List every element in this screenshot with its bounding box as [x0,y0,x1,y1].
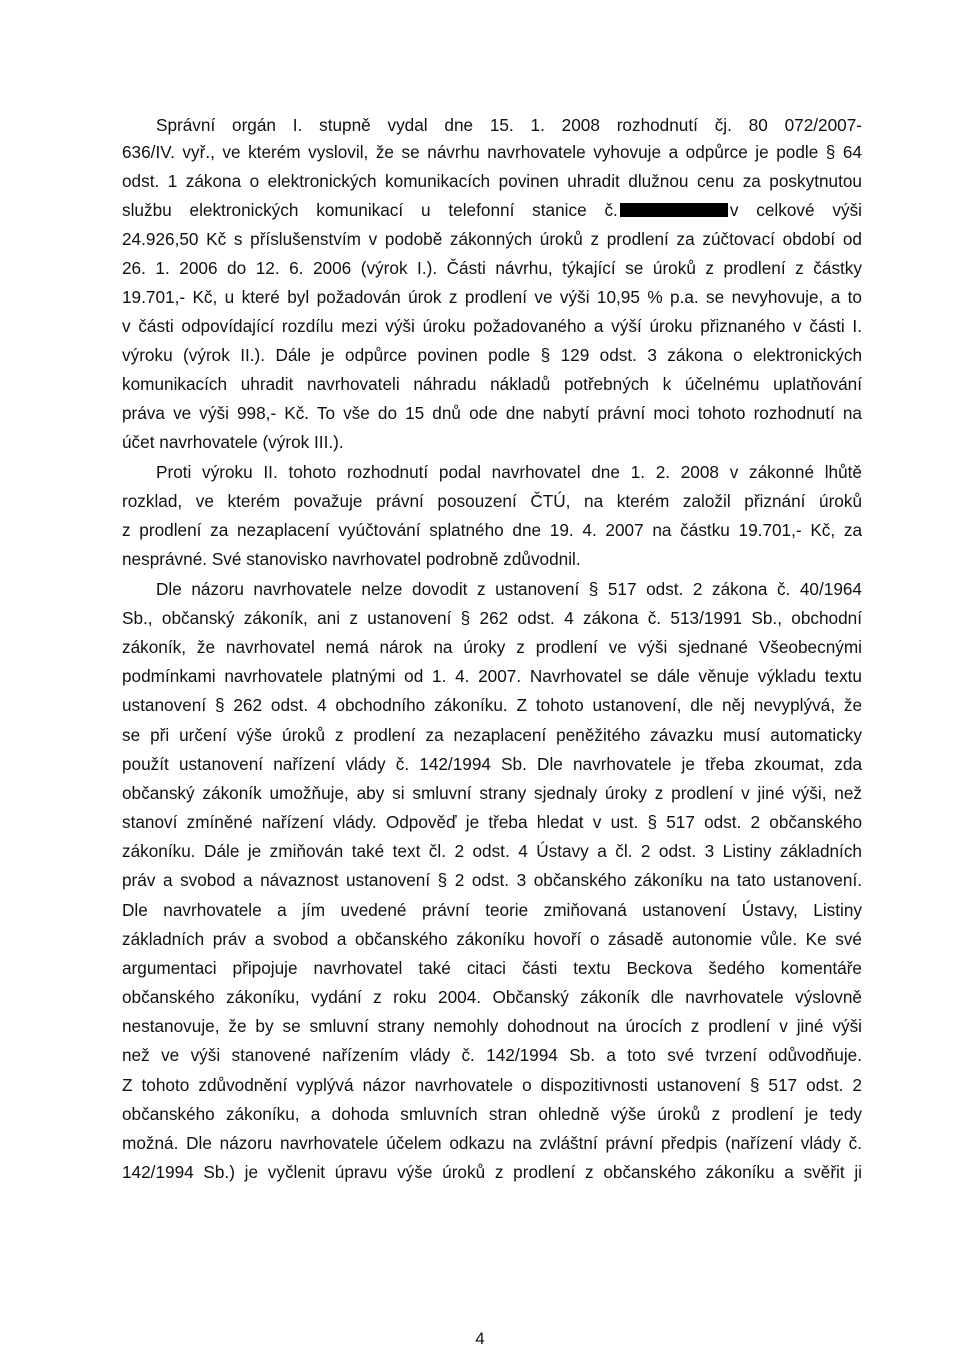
text-line: než ve výši stanovené nařízením vlády č. 142/1994 Sb. a toto své tvrzení odůvodňuje. [122,1045,862,1065]
text-line: z prodlení za nezaplacení vyúčtování splatného dne 19. 4. 2007 na částku 19.701,- Kč, za [122,520,862,540]
text-line: Z tohoto zdůvodnění vyplývá názor navrhovatele o dispozitivnosti ustanovení § 517 odst. 2 [122,1075,862,1095]
text-line: 19.701,- Kč, u které byl požadován úrok z prodlení ve výši 10,95 % p.a. se nevyhovuje, a to [122,287,862,307]
page-number: 4 [475,1329,485,1348]
redaction-bar [620,203,728,217]
text-line: nestanovuje, že by se smluvní strany nemohly dohodnout na úrocích z prodlení v jiné výši [122,1016,862,1036]
text-line: 142/1994 Sb.) je vyčlenit úpravu výše úroků z prodlení z občanského zákoníku a svěřit ji [122,1162,862,1182]
text-line: Proti výroku II. tohoto rozhodnutí podal navrhovatel dne 1. 2. 2008 v zákonné lhůtě [156,462,862,482]
text-line: základních práv a svobod a občanského zákoníku hovoří o zásadě autonomie vůle. Ke své [122,929,862,949]
text-line: možná. Dle názoru navrhovatele účelem odkazu na zvláštní právní předpis (nařízení vlády č. [122,1133,862,1153]
text-line: občanského zákoníku, vydání z roku 2004. Občanský zákoník dle navrhovatele výslovně [122,987,862,1007]
text-line: výroku (výrok II.). Dále je odpůrce povinen podle § 129 odst. 3 zákona o elektronických [122,345,862,365]
text-line: Dle navrhovatele a jím uvedené právní teorie zmiňovaná ustanovení Ústavy, Listiny [122,900,862,920]
text-line: stanoví zmíněné nařízení vlády. Odpověď je třeba hledat v ust. § 517 odst. 2 občanského [122,812,862,832]
text-line: Správní orgán I. stupně vydal dne 15. 1. 2008 rozhodnutí čj. 80 072/2007- [156,115,862,135]
text-line: ustanovení § 262 odst. 4 obchodního zákoníku. Z tohoto ustanovení, dle něj nevyplývá, že [122,695,862,715]
text-line: občanský zákoník umožňuje, aby si smluvní strany sjednaly úroky z prodlení v jiné výši, než [122,783,862,803]
text-line: komunikacích uhradit navrhovateli náhradu nákladů potřebných k účelnému uplatňování [122,374,862,394]
text-line: Sb., občanský zákoník, ani z ustanovení § 262 odst. 4 zákona č. 513/1991 Sb., obchodní [122,608,862,628]
text-line: 26. 1. 2006 do 12. 6. 2006 (výrok I.). Části návrhu, týkající se úroků z prodlení z částky [122,258,862,278]
text-line: podmínkami navrhovatele platnými od 1. 4. 2007. Navrhovatel se dále věnuje výkladu textu [122,666,862,686]
text-line [122,200,862,220]
text-line: zákoníku. Dále je zmiňován také text čl. 2 odst. 4 Ústavy a čl. 2 odst. 3 Listiny základních [122,841,862,861]
text-line: použít ustanovení nařízení vlády č. 142/1994 Sb. Dle navrhovatele je třeba zkoumat, zda [122,754,862,774]
text-line: Dle názoru navrhovatele nelze dovodit z ustanovení § 517 odst. 2 zákona č. 40/1964 [156,579,862,599]
text-line: práva ve výši 998,- Kč. To vše do 15 dnů ode dne nabytí právní moci tohoto rozhodnutí na [122,403,862,423]
text-line: nesprávné. Své stanovisko navrhovatel podrobně zdůvodnil. [122,549,581,569]
text-segment: službu elektronických komunikací u telefonní stanice č. [122,200,618,220]
text-segment: v celkové výši [729,200,862,220]
text-line: 636/IV. vyř., ve kterém vyslovil, že se návrhu navrhovatele vyhovuje a odpůrce je podle § 64 [122,142,862,162]
text-line: argumentaci připojuje navrhovatel také citaci části textu Beckova šedého komentáře [122,958,862,978]
text-line: účet navrhovatele (výrok III.). [122,432,344,452]
text-line: práv a svobod a návaznost ustanovení § 2 odst. 3 občanského zákoníku na tato ustanovení. [122,870,862,890]
text-line: v části odpovídající rozdílu mezi výši úroku požadovaného a výší úroku přiznaného v části I. [122,316,862,336]
text-line: zákoník, že navrhovatel nemá nárok na úroky z prodlení ve výši sjednané Všeobecnými [122,637,862,657]
text-line: občanského zákoníku, a dohoda smluvních stran ohledně výše úroků z prodlení je tedy [122,1104,862,1124]
text-line: 24.926,50 Kč s příslušenstvím v podobě zákonných úroků z prodlení za zúčtovací období od [122,229,862,249]
text-line: odst. 1 zákona o elektronických komunikacích povinen uhradit dlužnou cenu za poskytnutou [122,171,862,191]
text-line: rozklad, ve kterém považuje právní posouzení ČTÚ, na kterém založil přiznání úroků [122,491,862,511]
text-line: se při určení výše úroků z prodlení za nezaplacení peněžitého závazku musí automaticky [122,725,862,745]
